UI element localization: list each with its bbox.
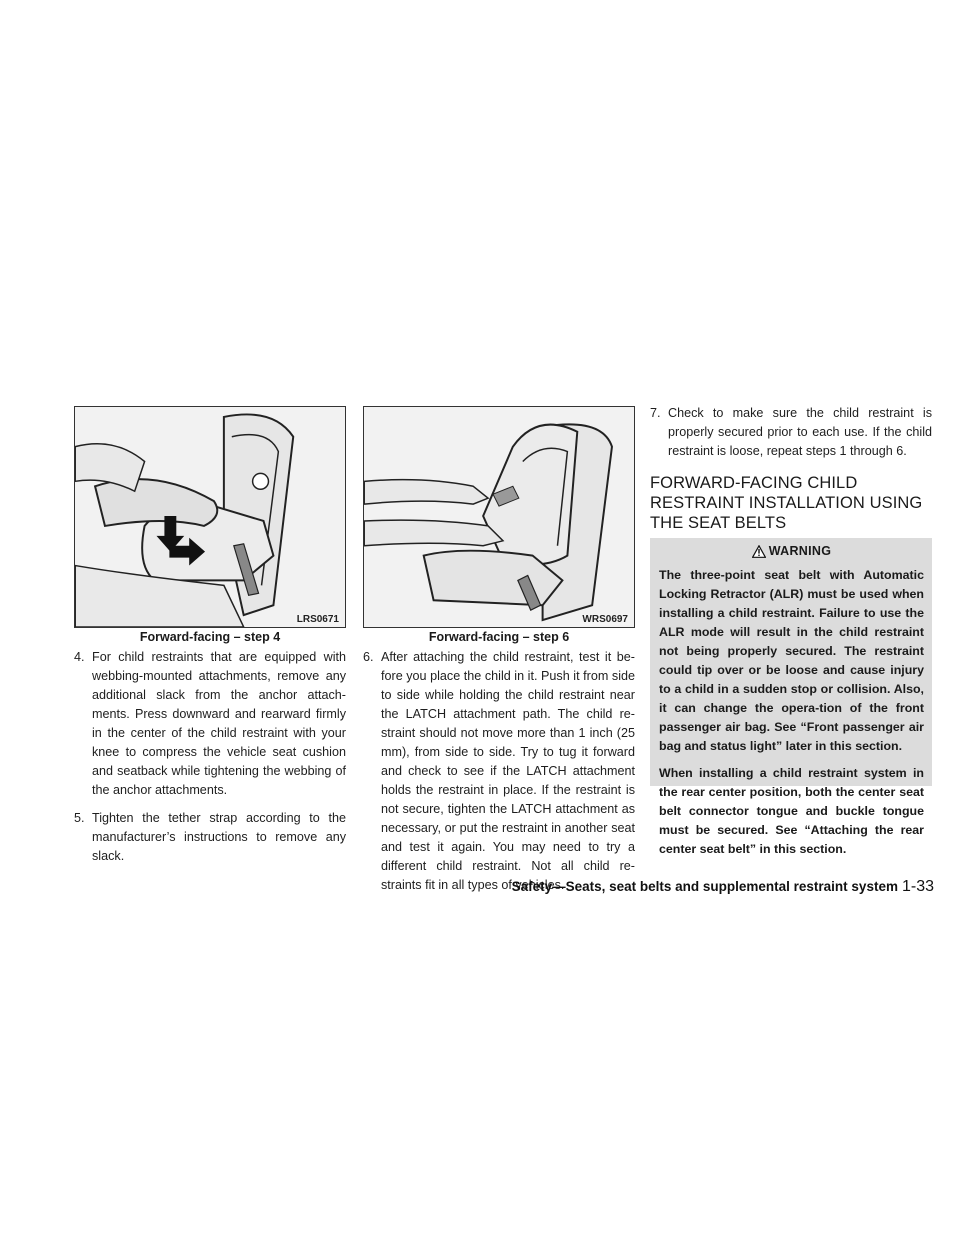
step-5 <box>74 809 346 866</box>
step-number: 4. <box>74 650 85 664</box>
figure-caption: Forward-facing – step 4 <box>139 630 281 644</box>
figure-forward-facing-step-4 <box>74 406 346 628</box>
warning-box <box>650 538 932 856</box>
step-text: Check to make sure the child restraint is properly secured prior to each use. If the child restraint is loose, repeat steps 1 through 6. <box>668 406 932 458</box>
column-3 <box>650 404 932 470</box>
warning-header <box>659 544 924 558</box>
page-footer <box>512 878 934 896</box>
step-6 <box>363 648 635 895</box>
step-text: For child restraints that are equipped with webbing-mounted attachments, remove any additional slack from the anchor attach-ments. Press downward and rearward firmly in the center of the child restraint with your knee to compress the vehicle seat cushion and seatback while tightening the webbing of the anchor attachments. <box>92 650 346 797</box>
step-number: 6. <box>363 650 374 664</box>
step-4 <box>74 648 346 800</box>
column-1 <box>74 648 346 875</box>
warning-triangle-icon <box>752 545 766 558</box>
figure-code: LRS0671 <box>296 614 339 625</box>
warning-paragraph: The three-point seat belt with Automatic Locking Retractor (ALR) must be used when installing a child restraint. Failure to use the ALR mode will result in the child restraint not being properly secured. The restraint could tip over or be loose and cause injury to a child in a sudden stop or collision. Also, it can change the opera-tion of the front passenger air bag. See “Front passenger air bag and status light” later in this section. <box>659 568 924 753</box>
footer-section-title: Safety—Seats, seat belts and supplemental restraint system <box>511 879 898 894</box>
figure-code: WRS0697 <box>582 614 628 625</box>
child-seat-press-illustration <box>75 407 345 627</box>
warning-paragraph: When installing a child restraint system in the rear center position, both the center seat belt connector tongue and buckle tongue must be secured. See “Attaching the rear center seat belt” in this section. <box>659 766 924 856</box>
figure-caption: Forward-facing – step 6 <box>428 630 570 644</box>
step-number: 7. <box>650 406 661 420</box>
page-number: 1-33 <box>901 878 934 895</box>
figure-forward-facing-step-6 <box>363 406 635 628</box>
step-number: 5. <box>74 811 85 825</box>
section-heading: FORWARD-FACING CHILD RESTRAINT INSTALLATION USING THE SEAT BELTS <box>650 474 923 532</box>
column-2 <box>363 648 635 904</box>
step-text: After attaching the child restraint, test it be-fore you place the child in it. Push it from side to side while holding the child restraint near the LATCH attachment path. The child re-straint should not move more than 1 inch (25 mm), from side to side. Try to tug it forward and check to see if the LATCH attachment holds the restraint in place. If the restraint is not secure, tighten the LATCH attachment as necessary, or put the restraint in another seat and test it again. You may need to try a different child restraint. Not all child re-straints fit in all types of vehicles. <box>381 650 635 892</box>
warning-title: WARNING <box>768 544 832 558</box>
child-seat-test-illustration <box>364 407 634 627</box>
step-7 <box>650 404 932 461</box>
step-text: Tighten the tether strap according to the manufacturer’s instructions to remove any slack. <box>92 811 346 863</box>
